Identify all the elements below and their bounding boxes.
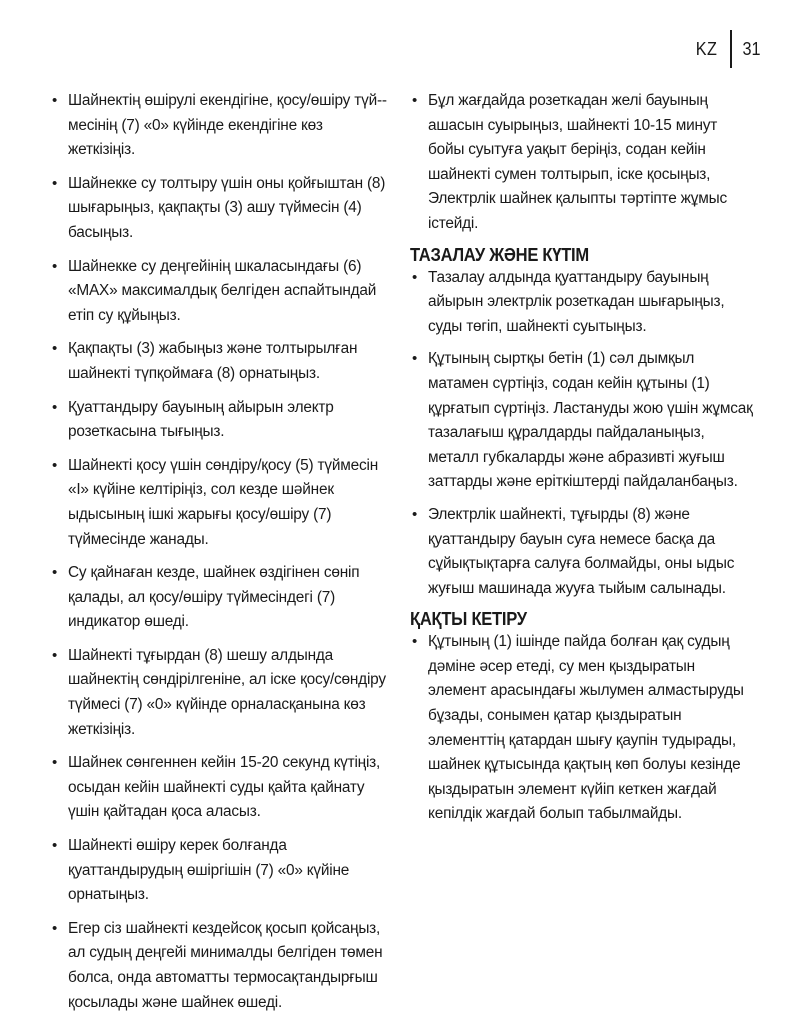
list-item: • Шайнекке су толтыру үшін оны қойғыштан (8) шығарыңыз, қақпақты (3) ашу түймесін (4) басыңыз. [52,174,386,241]
list-item: • Құтының (1) ішінде пайда болған қақ судың дәміне әсер етеді, су мен қыздыратын элемент арасындағы жылумен алмастыруды бұзады, сонымен қатар қыздыратын элементтің қатардан шығу қаупін тудырады, шайнек құтысында қақтың көп болуы кезінде қыздыратын элемент күйіп кеткен жағдай кепілдік жағдай болып табылмайды. [412,633,744,823]
list-item: • Шайнекті қосу үшін сөндіру/қосу (5) түймесін «I» күйіне келтіріңіз, сол кезде шәйнек ыдысының ішкі жарығы қосу/өшіру (7) түймесінде жанады. [52,456,379,548]
list-item: • Егер сіз шайнекті кездейсоқ қосып қойсаңыз, ал судың деңгейі минималды белгіден төмен болса, онда автоматты термосақтандырғыш қосылады және шайнек өшеді. [52,919,383,1011]
list-item: • Қақпақты (3) жабыңыз және толтырылған шайнекті түпқоймаға (8) орнатыңыз. [52,340,358,382]
list-item: • Шайнекке су деңгейінің шкаласындағы (6) «MAX» максималдық белгіден аспайтындай етіп су құйыңыз. [52,257,377,324]
list-item: • Шайнектің өшірулі екендігіне, қосу/өшіру түй-месінің (7) «0» күйінде екендігіне көз жеткізіңіз. [52,92,388,159]
list-item: • Электрлік шайнекті, тұғырды (8) және қуаттандыру бауын суға немесе басқа да сұйықтықтарға салуға болмайды, оны ыдыс жуғыш машинада жууға тыйым салынады. [412,505,735,597]
section-heading-descaling: ҚАҚТЫ КЕТІРУ [410,609,527,630]
left-column [50,89,390,1024]
section-heading-cleaning-care: ТАЗАЛАУ ЖӘНЕ КҮТІМ [410,244,589,265]
cleaning-care-list [410,266,755,602]
right-column [410,89,755,835]
list-item: • Бұл жағдайда розеткадан желі бауының ашасын суырыңыз, шайнекті 10-15 минут бойы суытуға уақыт беріңіз, содан кейін шайнекті сумен толтырып, іске қосыңыз, Электрлік шайнек қалыпты тәртіпте жұмыс істейді. [412,92,727,232]
list-item: • Шайнекті тұғырдан (8) шешу алдында шайнектің сөндірілгеніне, ал іске қосу/сөндіру түймесі (7) «0» күйінде орналасқанына көз жеткізіңіз. [52,646,386,738]
page-header [694,30,762,68]
language-code: KZ [695,38,718,59]
continuation-list [410,89,755,237]
list-item: • Құтының сыртқы бетін (1) сәл дымқыл матамен сүртіңіз, содан кейін құтыны (1) құрғатып сүртіңіз. Ластануды жою үшін жұмсақ тазалағыш құралдарды пайдаланыңыз, металл губкаларды және абразивті жуғыш заттарды және еріткіштерді пайдаланбаңыз. [412,350,753,491]
list-item: • Шайнек сөнгеннен кейін 15-20 секунд күтіңіз, осыдан кейін шайнекті суды қайта қайнату үшін қайтадан қоса аласыз. [52,754,381,821]
descaling-list [410,630,755,827]
operation-instructions-list [50,89,390,1015]
list-item: • Су қайнаған кезде, шайнек өздігінен сөніп қалады, ал қосу/өшіру түймесіндегі (7) индикатор өшеді. [52,564,360,631]
page-number: 31 [742,38,761,59]
list-item: • Шайнекті өшіру керек болғанда қуаттандырудың өшіргішін (7) «0» күйіне орнатыңыз. [52,837,350,904]
list-item: • Тазалау алдында қуаттандыру бауының айырын электрлік розеткадан шығарыңыз, суды төгіп, шайнекті суытыңыз. [412,268,725,335]
list-item: • Қуаттандыру бауының айырын электр розеткасына тығыңыз. [52,398,334,441]
header-divider [730,30,732,68]
